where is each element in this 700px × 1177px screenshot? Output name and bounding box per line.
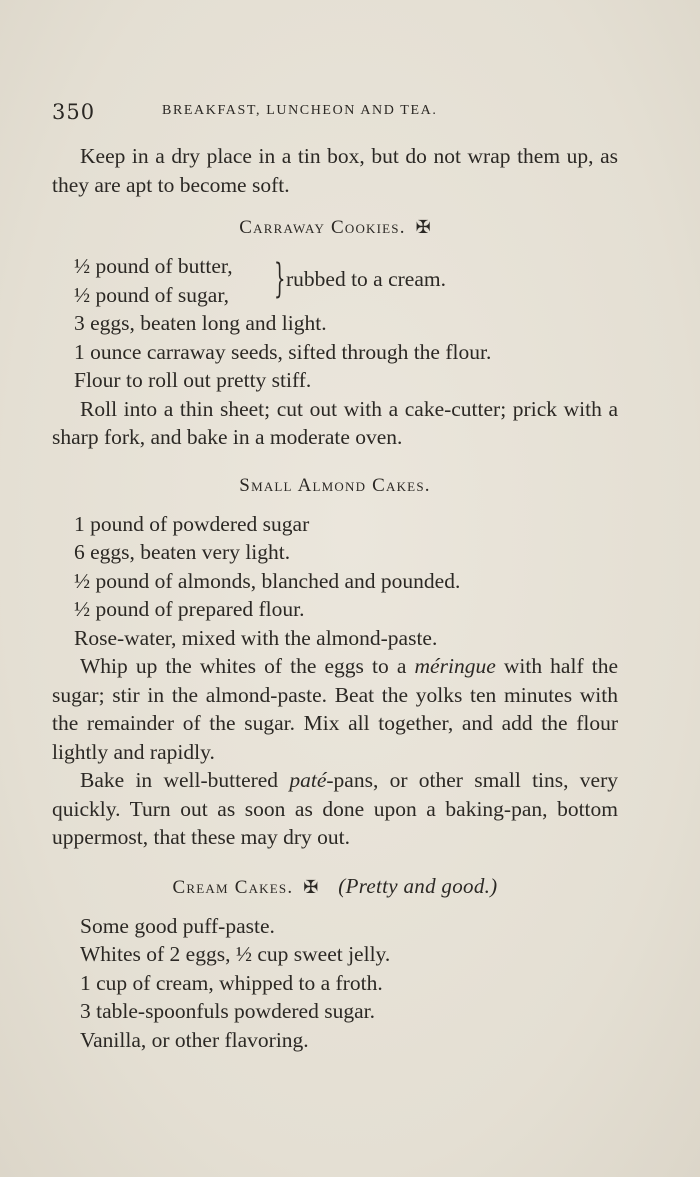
ingredient-line: Some good puff-paste. xyxy=(80,913,275,938)
page-body xyxy=(52,142,618,1054)
maltese-cross-icon: ✠ xyxy=(415,217,431,237)
ingredient-line: 3 table-spoonfuls powdered sugar. xyxy=(80,999,375,1023)
ingredient-line: 1 cup of cream, whipped to a froth. xyxy=(80,970,383,995)
ingredient-line: ½ pound of sugar, xyxy=(74,282,229,307)
page-header xyxy=(52,100,612,130)
italic-term: paté xyxy=(289,768,327,792)
carraway-brace-group xyxy=(52,252,618,309)
ingredient-line: Whites of 2 eggs, ½ cup sweet jelly. xyxy=(80,942,391,966)
maltese-cross-icon: ✠ xyxy=(303,876,319,897)
ingredient-line: ½ pound of butter, xyxy=(74,254,233,278)
running-head: BREAKFAST, LUNCHEON AND TEA. xyxy=(162,103,438,118)
carraway-method: Roll into a thin sheet; cut out with a cake-cutter; prick with a sharp fork, and bake in a moderate oven. xyxy=(52,396,618,449)
brace-glyph: } xyxy=(274,256,286,302)
recipe-title-carraway xyxy=(52,213,618,242)
ingredient-line: Rose-water, mixed with the almond-paste. xyxy=(74,625,438,650)
ingredient-line: 1 pound of powdered sugar xyxy=(74,511,310,536)
cream-title-text: Cream Cakes. xyxy=(172,876,294,898)
recipe-title-almond: Small Almond Cakes. xyxy=(239,474,431,496)
text-run: with half the sugar; stir in the almond-paste. Beat the yolks ten minutes with the remainder of the sugar. Mix all together, and add the flour lightly and rapidly. xyxy=(52,654,618,764)
ingredient-line: ½ pound of prepared flour. xyxy=(74,597,305,621)
text-run: -pans, or other small tins, very quickly. Turn out as soon as done upon a baking-pan, bottom uppermost, that these may dry out. xyxy=(52,768,618,849)
carraway-title-text: Carraway Cookies. xyxy=(239,217,406,238)
almond-method-2 xyxy=(52,766,618,852)
recipe-note: (Pretty and good.) xyxy=(338,873,498,898)
ingredient-line: Vanilla, or other flavoring. xyxy=(80,1027,309,1052)
ingredient-line: 3 eggs, beaten long and light. xyxy=(74,311,327,335)
recipe-title-cream xyxy=(52,872,618,902)
ingredient-line: 6 eggs, beaten very light. xyxy=(74,540,291,564)
brace-annotation: rubbed to a cream. xyxy=(286,267,446,291)
text-run: Whip up the whites of the eggs to a xyxy=(80,654,415,678)
italic-term: méringue xyxy=(414,654,496,678)
page-number: 350 xyxy=(52,100,96,124)
almond-method-1 xyxy=(52,652,618,766)
ingredient-line: Flour to roll out pretty stiff. xyxy=(74,368,312,392)
ingredient-line: ½ pound of almonds, blanched and pounded. xyxy=(74,568,461,593)
text-run: Bake in well-buttered xyxy=(80,768,290,792)
intro-paragraph: Keep in a dry place in a tin box, but do not wrap them up, as they are apt to become soft. xyxy=(52,144,618,197)
ingredient-line: 1 ounce carraway seeds, sifted through the flour. xyxy=(74,339,492,364)
